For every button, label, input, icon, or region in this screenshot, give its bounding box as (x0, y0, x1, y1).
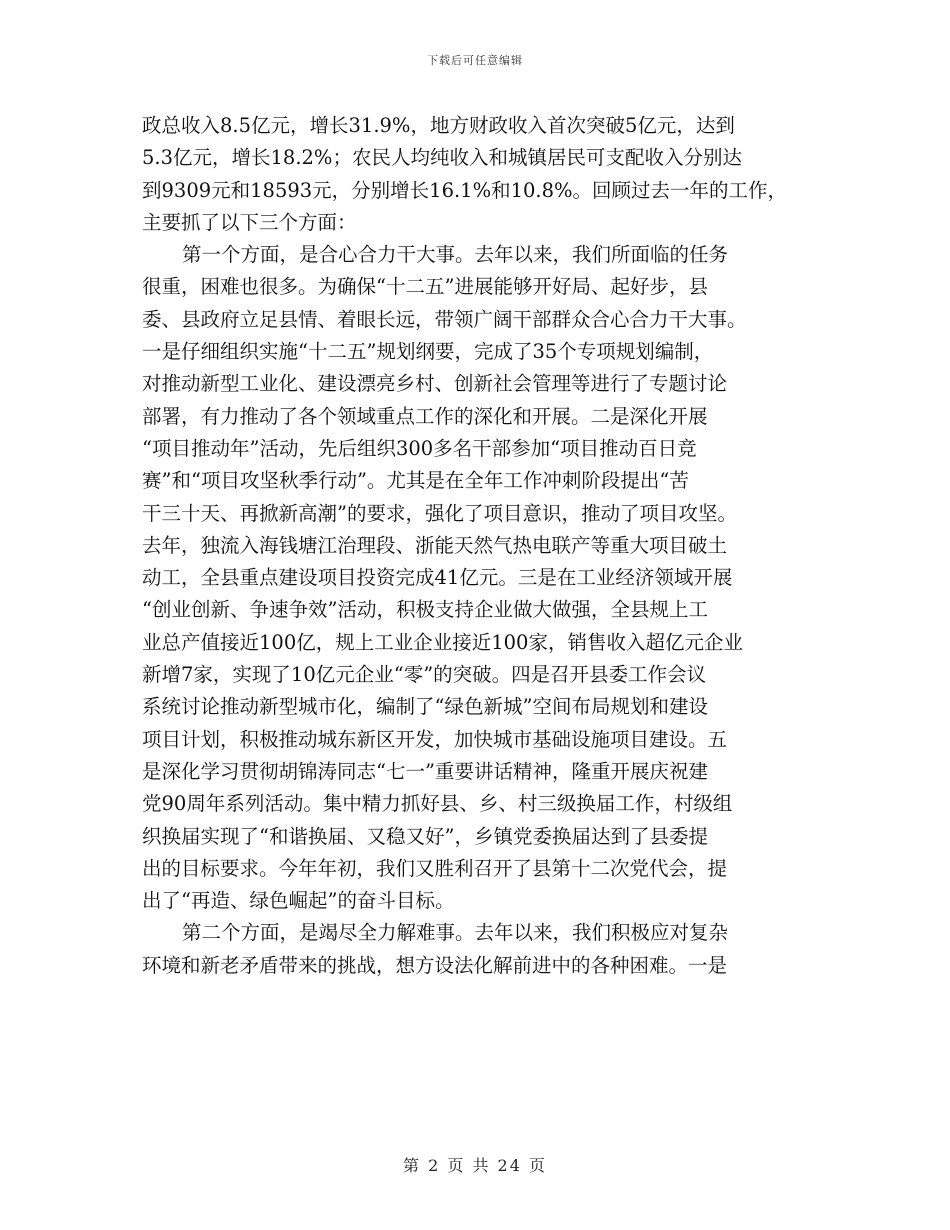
text-line: 部署，有力推动了各个领域重点工作的深化和开展。二是深化开展 (142, 404, 708, 428)
text-line: 5.3亿元，增长18.2%；农民人均纯收入和城镇居民可支配收入分别达 (142, 146, 742, 170)
text-line: 动工，全县重点建设项目投资完成41亿元。三是在工业经济领域开展 (142, 566, 733, 590)
text-line: 很重，困难也很多。为确保“十二五”进展能够开好局、起好步，县 (142, 275, 708, 299)
text-line: 项目计划，积极推动城东新区开发，加快城市基础设施项目建设。五 (142, 727, 728, 751)
text-line: 到9309元和18593元，分别增长16.1%和10.8%。回顾过去一年的工作， (142, 178, 788, 202)
text-line: 一是仔细组织实施“十二五”规划纲要，完成了35个专项规划编制， (142, 340, 714, 364)
text-line: 出了“再造、绿色崛起”的奋斗目标。 (142, 889, 455, 913)
text-line: 主要抓了以下三个方面： (142, 210, 357, 234)
text-line: 新增7家，实现了10亿元企业“零”的突破。四是召开县委工作会议 (142, 663, 707, 687)
text-line: 党90周年系列活动。集中精力抓好县、乡、村三级换届工作，村级组 (142, 792, 733, 816)
document-body (142, 110, 822, 982)
text-line: 赛”和“项目攻坚秋季行动”。尤其是在全年工作冲刺阶段提出“苦 (142, 469, 689, 493)
text-line: 去年，独流入海钱塘江治理段、浙能天然气热电联产等重大项目破土 (142, 533, 728, 557)
paragraph-first-line: 第一个方面，是合心合力干大事。去年以来，我们所面临的任务 (182, 243, 729, 267)
text-line: 委、县政府立足县情、着眼长远，带领广阔干部群众合心合力干大事。 (142, 307, 747, 331)
paragraph-first-line: 第二个方面，是竭尽全力解难事。去年以来，我们积极应对复杂 (182, 921, 729, 945)
text-line: 织换届实现了“和谐换届、又稳又好”，乡镇党委换届达到了县委提 (142, 824, 708, 848)
text-line: 出的目标要求。今年年初，我们又胜利召开了县第十二次党代会，提 (142, 856, 728, 880)
page-header: 下载后可任意编辑 (427, 54, 523, 67)
text-line: 对推动新型工业化、建设漂亮乡村、创新社会管理等进行了专题讨论 (142, 372, 728, 396)
text-line: 是深化学习贯彻胡锦涛同志“七一”重要讲话精神，隆重开展庆祝建 (142, 759, 708, 783)
text-line: “创业创新、争速争效”活动，积极支持企业做大做强，全县规上工 (142, 598, 708, 622)
text-line: 环境和新老矛盾带来的挑战，想方设法化解前进中的各种困难。一是 (142, 953, 728, 977)
page-number-footer: 第 2 页 共 24 页 (403, 1156, 547, 1175)
text-line: 系统讨论推动新型城市化，编制了“绿色新城”空间布局规划和建设 (142, 695, 708, 719)
text-line: 政总收入8.5亿元，增长31.9%，地方财政收入首次突破5亿元，达到 (142, 114, 735, 137)
text-line: 干三十天、再掀新高潮”的要求，强化了项目意识，推动了项目攻坚。 (142, 501, 737, 525)
text-line: “项目推动年”活动，先后组织300多名干部参加“项目推动百日竞 (142, 436, 697, 460)
text-line: 业总产值接近100亿，规上工业企业接近100家，销售收入超亿元企业 (142, 630, 743, 654)
